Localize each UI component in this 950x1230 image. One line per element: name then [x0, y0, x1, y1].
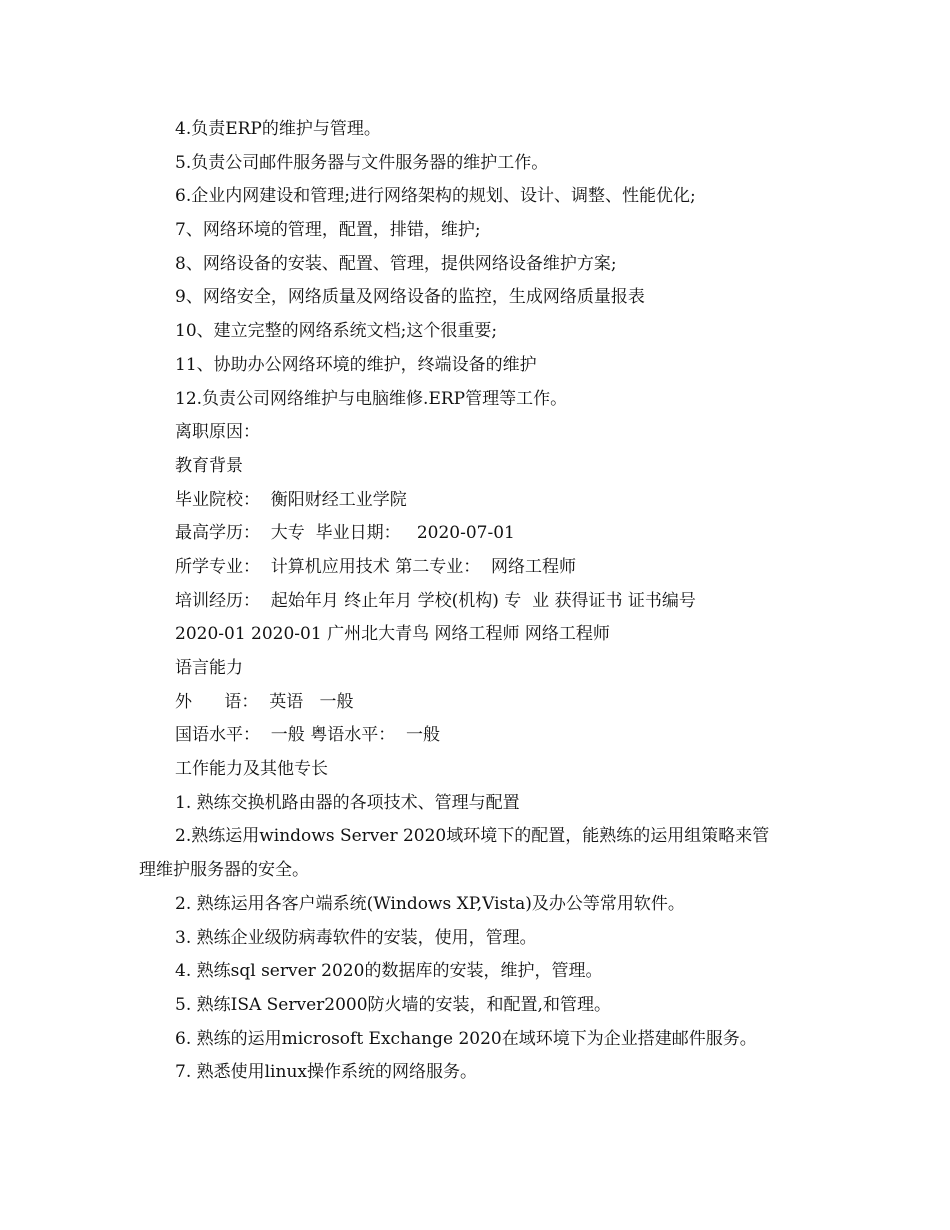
training-entry-line: 2020-01 2020-01 广州北大青鸟 网络工程师 网络工程师	[175, 624, 610, 645]
degree-line: 最高学历： 大专 毕业日期： 2020-07-01	[175, 523, 515, 544]
mandarin-cantonese-line: 国语水平： 一般 粤语水平： 一般	[175, 725, 441, 746]
skill-line-2-continued: 理维护服务器的安全。	[139, 860, 309, 881]
duty-line-8: 8、网络设备的安装、配置、管理，提供网络设备维护方案;	[175, 253, 617, 274]
skill-line-6: 6. 熟练的运用microsoft Exchange 2020在域环境下为企业搭建邮件服务。	[175, 1028, 757, 1049]
document-body	[139, 113, 819, 1090]
duty-line-6: 6.企业内网建设和管理;进行网络架构的规划、设计、调整、性能优化;	[175, 186, 696, 207]
training-header-line: 培训经历： 起始年月 终止年月 学校(机构) 专 业 获得证书 证书编号	[175, 590, 696, 611]
duty-line-4: 4.负责ERP的维护与管理。	[175, 119, 381, 139]
skill-line-7: 7. 熟悉使用linux操作系统的网络服务。	[175, 1062, 477, 1083]
language-heading: 语言能力	[175, 658, 243, 678]
skills-heading: 工作能力及其他专长	[175, 759, 328, 780]
duty-line-12: 12.负责公司网络维护与电脑维修.ERP管理等工作。	[175, 388, 568, 409]
foreign-language-line: 外 语： 英语 一般	[175, 691, 354, 712]
duty-line-10: 10、建立完整的网络系统文档;这个很重要;	[175, 321, 498, 342]
skill-line-3: 3. 熟练企业级防病毒软件的安装，使用，管理。	[175, 927, 537, 948]
school-line: 毕业院校： 衡阳财经工业学院	[175, 489, 407, 510]
major-line: 所学专业： 计算机应用技术 第二专业： 网络工程师	[175, 556, 577, 577]
duty-line-9: 9、网络安全，网络质量及网络设备的监控，生成网络质量报表	[175, 287, 645, 308]
leave-reason: 离职原因：	[175, 422, 260, 443]
skill-line-5: 5. 熟练ISA Server2000防火墙的安装，和配置,和管理。	[175, 994, 611, 1015]
skill-line-2b: 2. 熟练运用各客户端系统(Windows XP,Vista)及办公等常用软件。	[175, 893, 685, 914]
education-heading: 教育背景	[175, 455, 243, 476]
skill-line-4: 4. 熟练sql server 2020的数据库的安装，维护，管理。	[175, 961, 603, 982]
duty-line-5: 5.负责公司邮件服务器与文件服务器的维护工作。	[175, 152, 549, 173]
skill-line-1: 1. 熟练交换机路由器的各项技术、管理与配置	[175, 792, 520, 813]
duty-line-11: 11、协助办公网络环境的维护，终端设备的维护	[175, 354, 537, 375]
duty-line-7: 7、网络环境的管理，配置，排错，维护;	[175, 220, 481, 241]
skill-line-2: 2.熟练运用windows Server 2020域环境下的配置，能熟练的运用组策略来管	[175, 826, 770, 847]
